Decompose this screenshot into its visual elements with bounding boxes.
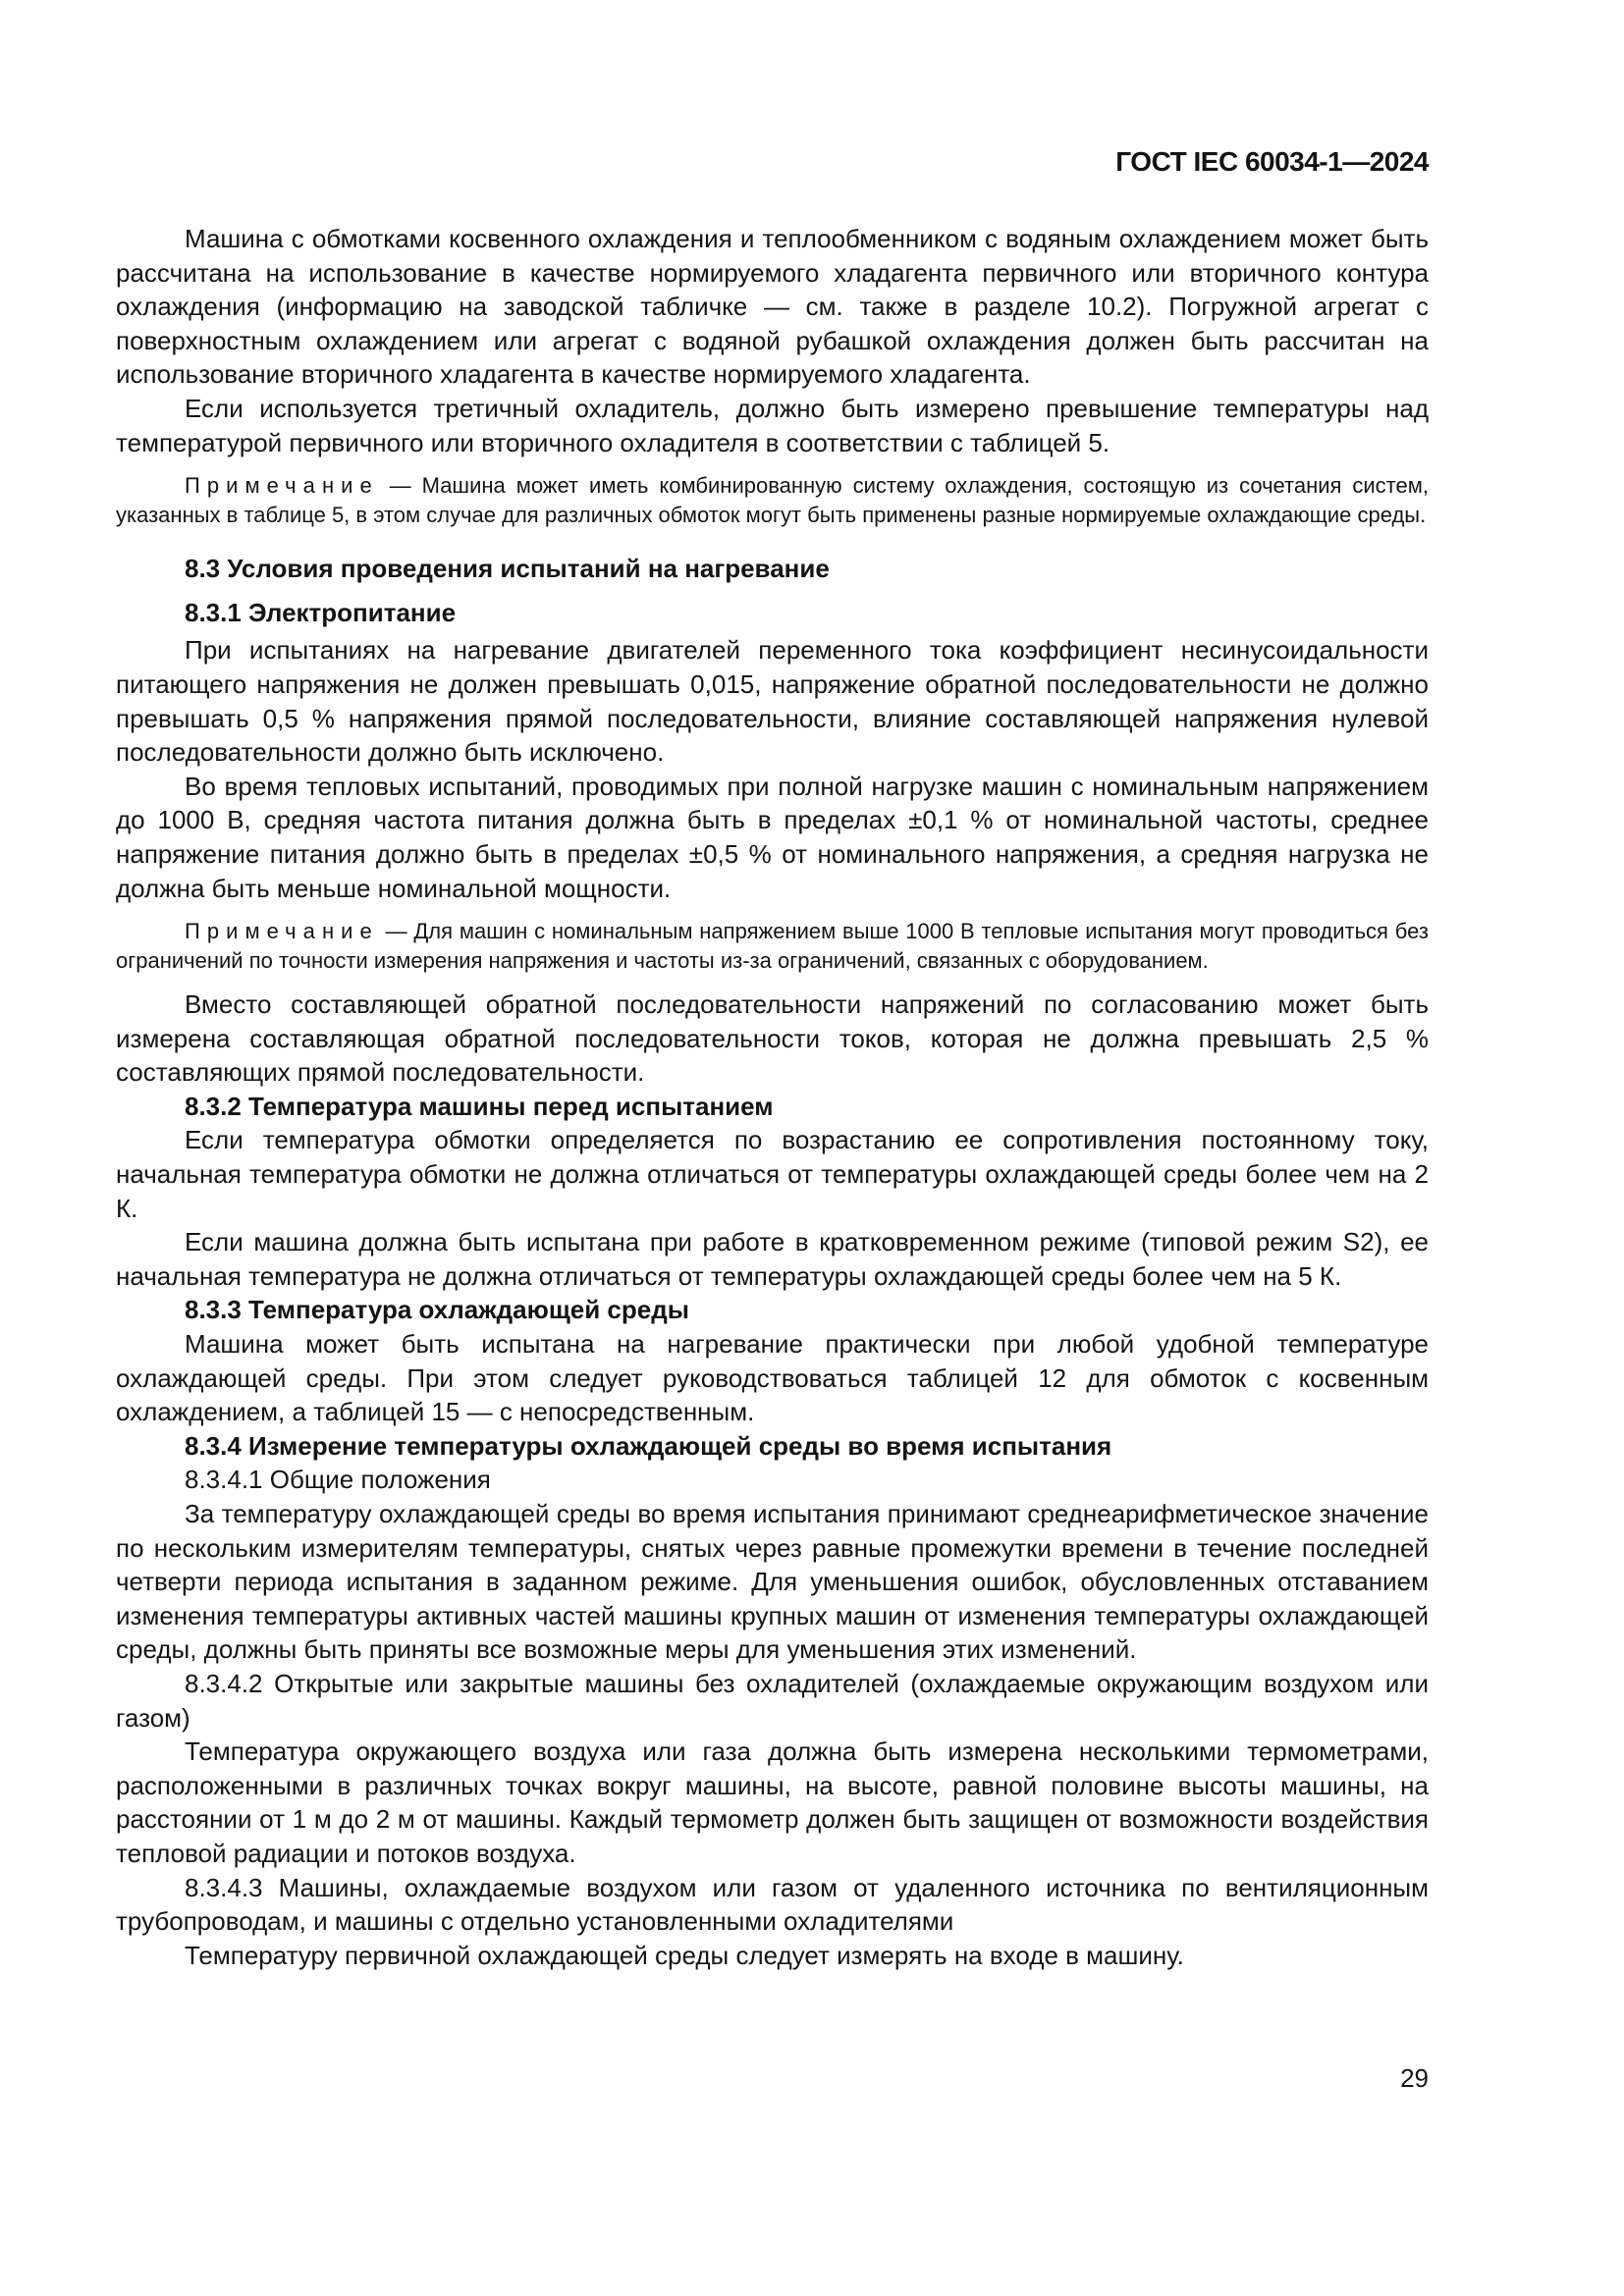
subsection-heading-8-3-4-1: 8.3.4.1 Общие положения — [185, 1465, 491, 1495]
paragraph: За температуру охлаждающей среды во время испытания принимают среднеарифметическое значение по нескольким измерителям температуры, снятых через равные промежутки времени в течение последней четверти периода испытания в заданном режиме. Для уменьшения ошибок, обусловленных отставанием изменения температуры активных частей машины крупных машин от изменения температуры охлаждающей среды, должны быть приняты все возможные меры для уменьшения этих изменений. — [116, 1499, 1429, 1665]
paragraph: Вместо составляющей обратной последовательности напряжений по согласованию может быть измерена составляющая обратной последовательности токов, которая не должна превышать 2,5 % составляющих прямой последовательности. — [116, 989, 1429, 1088]
paragraph: Если используется третичный охладитель, должно быть измерено превышение температуры над температурой первичного или вторичного охладителя в соответствии с таблицей 5. — [116, 393, 1429, 457]
section-heading-8-3-1: 8.3.1 Электропитание — [185, 597, 457, 627]
page-number: 29 — [1400, 2063, 1429, 2093]
paragraph: Если машина должна быть испытана при работе в кратковременном режиме (типовой режим S2), ее начальная температура не должна отличаться от температуры охлаждающей среды более чем на 5 К. — [116, 1227, 1429, 1291]
section-heading-8-3-4: 8.3.4 Измерение температуры охлаждающей среды во время испытания — [185, 1430, 1112, 1461]
note-text: — Для машин с номинальным напряжением выше 1000 В тепловые испытания могут проводиться без ограничений по точности измерения напряжения и частоты из-за ограничений, связанных с оборудованием. — [116, 919, 1429, 974]
note-label: Примечание — [185, 919, 379, 944]
subsection-heading-8-3-4-3: 8.3.4.3 Машины, охлаждаемые воздухом или газом от удаленного источника по вентиляционным трубопроводам, и машины с отдельно установленными охладителями — [116, 1872, 1429, 1937]
note — [116, 471, 1429, 530]
paragraph: Температуру первичной охлаждающей среды следует измерять на входе в машину. — [185, 1940, 1184, 1970]
paragraph: Если температура обмотки определяется по возрастанию ее сопротивления постоянному току, начальная температура обмотки не должна отличаться от температуры охлаждающей среды более чем на 2 К. — [116, 1125, 1429, 1223]
section-heading-8-3-3: 8.3.3 Температура охлаждающей среды — [185, 1295, 689, 1325]
section-heading-8-3-2: 8.3.2 Температура машины перед испытанием — [185, 1091, 774, 1121]
document-header: ГОСТ IEC 60034-1—2024 — [1115, 146, 1429, 177]
section-heading-8-3: 8.3 Условия проведения испытаний на нагревание — [185, 554, 830, 584]
paragraph: Во время тепловых испытаний, проводимых при полной нагрузке машин с номинальным напряжением до 1000 В, средняя частота питания должна быть в пределах ±0,1 % от номинальной частоты, среднее напряжение питания должно быть в пределах ±0,5 % от номинального напряжения, а средняя нагрузка не должна быть меньше номинальной мощности. — [116, 771, 1429, 903]
paragraph: При испытаниях на нагревание двигателей переменного тока коэффициент несинусоидальности питающего напряжения не должен превышать 0,015, напряжение обратной последовательности не должно превышать 0,5 % напряжения прямой последовательности, влияние составляющей напряжения нулевой последовательности должно быть исключено. — [116, 635, 1429, 768]
note-label: Примечание — [185, 473, 379, 499]
paragraph: Машина может быть испытана на нагревание практически при любой удобной температуре охлаждающей среды. При этом следует руководствоваться таблицей 12 для обмоток с косвенным охлаждением, а таблицей 15 — с непосредственным. — [116, 1329, 1429, 1427]
subsection-heading-8-3-4-2: 8.3.4.2 Открытые или закрытые машины без охладителей (охлаждаемые окружающим воздухом или газом) — [116, 1668, 1429, 1733]
note-text: — Машина может иметь комбинированную систему охлаждения, состоящую из сочетания систем, указанных в таблице 5, в этом случае для различных обмоток могут быть применены разные нормируемые охлаждающие среды. — [116, 473, 1429, 528]
note — [116, 917, 1429, 976]
paragraph: Машина с обмотками косвенного охлаждения и теплообменником с водяным охлаждением может быть рассчитана на использование в качестве нормируемого хладагента первичного или вторичного контура охлаждения (информацию на заводской табличке — см. также в разделе 10.2). Погружной агрегат с поверхностным охлаждением или агрегат с водяной рубашкой охлаждения должен быть рассчитан на использование вторичного хладагента в качестве нормируемого хладагента. — [116, 224, 1429, 390]
document-content — [116, 222, 1429, 1972]
paragraph: Температура окружающего воздуха или газа должна быть измерена несколькими термометрами, расположенными в различных точках вокруг машины, на высоте, равной половине высоты машины, на расстоянии от 1 м до 2 м от машины. Каждый термометр должен быть защищен от возможности воздействия тепловой радиации и потоков воздуха. — [116, 1736, 1429, 1868]
